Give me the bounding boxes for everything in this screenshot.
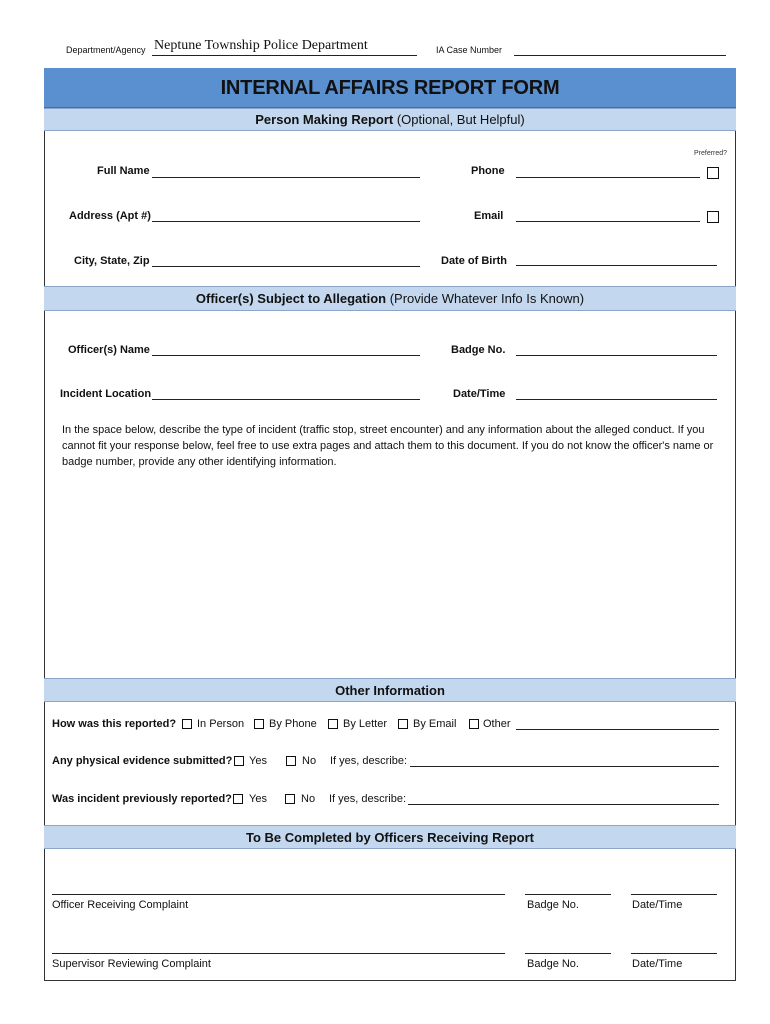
address-field[interactable] (152, 221, 420, 222)
supervisor-label: Supervisor Reviewing Complaint (52, 958, 211, 970)
city-field[interactable] (152, 266, 420, 267)
other-checkbox[interactable] (469, 719, 479, 729)
department-label: Department/Agency (66, 45, 146, 55)
by-email-checkbox[interactable] (398, 719, 408, 729)
incident-description-area[interactable] (60, 470, 720, 670)
full-name-label: Full Name (97, 165, 150, 177)
evidence-describe-field[interactable] (410, 766, 719, 767)
receiving-datetime-label: Date/Time (632, 899, 683, 911)
dob-label: Date of Birth (441, 255, 507, 267)
previous-yes-checkbox[interactable] (233, 794, 243, 804)
email-label: Email (474, 210, 504, 222)
section-other-title: Other Information (335, 683, 445, 698)
badge-field[interactable] (516, 355, 717, 356)
by-letter-checkbox[interactable] (328, 719, 338, 729)
other-label: Other (483, 718, 511, 730)
phone-label: Phone (471, 165, 505, 177)
case-number-label: IA Case Number (436, 45, 503, 55)
section-person-header (44, 108, 736, 131)
incident-location-field[interactable] (152, 399, 420, 400)
supervisor-badge-label: Badge No. (527, 958, 579, 970)
section-officer-header (44, 286, 736, 311)
section-person-title: Person Making Report (255, 112, 394, 127)
email-preferred-checkbox[interactable] (707, 211, 719, 223)
full-name-field[interactable] (152, 177, 420, 178)
receiving-datetime-field[interactable] (631, 894, 717, 895)
evidence-yes-label: Yes (249, 755, 267, 767)
receiving-badge-field[interactable] (525, 894, 611, 895)
phone-preferred-checkbox[interactable] (707, 167, 719, 179)
phone-field[interactable] (516, 177, 700, 178)
evidence-question: Any physical evidence submitted? (52, 755, 233, 767)
in-person-checkbox[interactable] (182, 719, 192, 729)
previous-yes-label: Yes (249, 793, 267, 805)
receiving-badge-label: Badge No. (527, 899, 579, 911)
by-phone-checkbox[interactable] (254, 719, 264, 729)
supervisor-datetime-label: Date/Time (632, 958, 683, 970)
by-email-label: By Email (413, 718, 457, 730)
in-person-label: In Person (197, 718, 245, 730)
other-field[interactable] (516, 729, 719, 730)
previous-no-checkbox[interactable] (285, 794, 295, 804)
supervisor-datetime-field[interactable] (631, 953, 717, 954)
case-number-field[interactable] (514, 55, 726, 56)
by-phone-label: By Phone (269, 718, 317, 730)
dob-field[interactable] (516, 265, 717, 266)
datetime-field[interactable] (516, 399, 717, 400)
supervisor-badge-field[interactable] (525, 953, 611, 954)
section-other-header (44, 678, 736, 702)
officer-name-field[interactable] (152, 355, 420, 356)
title-band (44, 68, 736, 108)
previous-describe-label: If yes, describe: (329, 793, 407, 805)
preferred-label: Preferred? (694, 150, 728, 157)
address-label: Address (Apt #) (69, 210, 151, 222)
email-field[interactable] (516, 221, 700, 222)
section-officers-header (44, 825, 736, 849)
section-officer-title: Officer(s) Subject to Allegation (195, 291, 387, 306)
section-person-subtitle: (Optional, But Helpful) (393, 112, 525, 127)
officer-receiving-label: Officer Receiving Complaint (52, 899, 189, 911)
supervisor-field[interactable] (52, 953, 505, 954)
by-letter-label: By Letter (343, 718, 388, 730)
evidence-yes-checkbox[interactable] (234, 756, 244, 766)
datetime-label: Date/Time (453, 388, 506, 400)
previous-no-label: No (301, 793, 316, 805)
section-officer-subtitle: (Provide Whatever Info Is Known) (386, 291, 585, 306)
officer-receiving-field[interactable] (52, 894, 505, 895)
evidence-no-checkbox[interactable] (286, 756, 296, 766)
form-title: INTERNAL AFFAIRS REPORT FORM (220, 77, 560, 99)
department-field[interactable] (152, 55, 417, 56)
instructions-text: In the space below, describe the type of incident (traffic stop, street encounter) and any information about the alleged conduct. If you cannot fit your response below, feel free to use extra pages and attach them to this document. If you do not know the officer's name or badge number, provide any other identifying information. (62, 424, 714, 468)
evidence-no-label: No (302, 755, 317, 767)
city-label: City, State, Zip (74, 255, 150, 267)
section-officers-title: To Be Completed by Officers Receiving Report (246, 830, 534, 845)
reported-question: How was this reported? (52, 718, 177, 730)
previous-question: Was incident previously reported? (52, 793, 232, 805)
evidence-describe-label: If yes, describe: (330, 755, 408, 767)
officer-name-label: Officer(s) Name (68, 344, 150, 356)
incident-location-label: Incident Location (60, 388, 152, 400)
badge-label: Badge No. (451, 344, 506, 356)
department-value: Neptune Township Police Department (154, 38, 368, 53)
previous-describe-field[interactable] (408, 804, 719, 805)
